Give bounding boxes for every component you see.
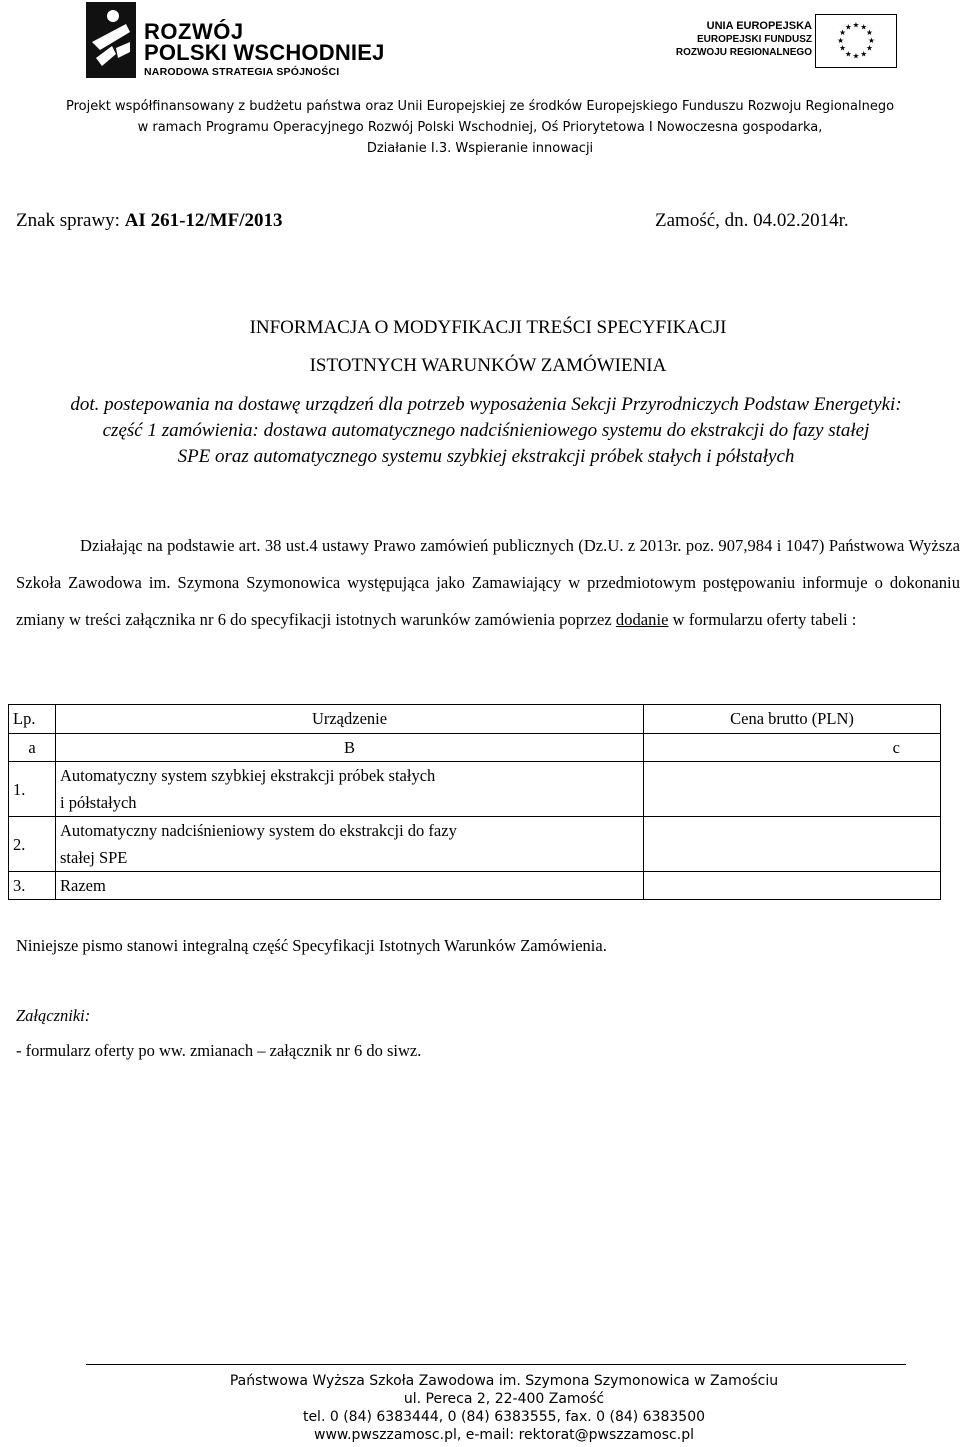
total-lp: 3. [9,872,56,900]
eu-text-line2: EUROPEJSKI FUNDUSZ [696,34,812,45]
header-price: Cena brutto (PLN) [644,705,941,734]
row-device [56,817,644,872]
logo-rozwoj-polski-wschodniej [86,2,386,82]
table-subheader-row [9,734,941,762]
subheader-a: a [9,734,56,762]
case-number: AI 261-12/MF/2013 [124,210,283,231]
svg-text:★: ★ [844,22,852,32]
row-device-line1: Automatyczny system szybkiej ekstrakcji próbek stałych [60,766,436,785]
document-title-line1: INFORMACJA O MODYFIKACJI TREŚCI SPECYFIKACJI [249,317,727,338]
body-text-after: w formularzu oferty tabeli : [668,610,857,629]
table-total-row [9,872,941,900]
rpw-logo-icon [86,2,136,78]
logo-unia-europejska [675,14,900,70]
project-line-3: Działanie I.3. Wspieranie innowacji [366,141,594,156]
body-underlined: dodanie [615,610,669,629]
header-lp: Lp. [9,705,56,734]
total-label: Razem [56,872,644,900]
table-row [9,762,941,817]
project-line-2: w ramach Programu Operacyjnego Rozwój Polski Wschodniej, Oś Priorytetowa I Nowoczesna gospodarka, [137,120,823,135]
svg-text:★: ★ [860,49,868,59]
logo-text-line2: POLSKI WSCHODNIEJ [144,40,385,65]
row-device-line2: i półstałych [60,793,137,812]
svg-text:★: ★ [866,43,873,53]
eu-text-line1: UNIA EUROPEJSKA [706,20,812,32]
svg-text:★: ★ [837,35,845,45]
footer-line-2: ul. Pereca 2, 22-400 Zamość [403,1391,605,1407]
svg-text:★: ★ [852,51,860,61]
footer-line-1: Państwowa Wyższa Szkoła Zawodowa im. Szymona Szymonowica w Zamościu [229,1373,779,1389]
row-device [56,762,644,817]
svg-text:★: ★ [866,28,873,38]
integral-part-note: Niniejsze pismo stanowi integralną część Specyfikacji Istotnych Warunków Zamówienia. [16,936,607,955]
case-reference [16,210,283,232]
row-device-line2: stałej SPE [60,848,128,867]
logo-text-line3: NARODOWA STRATEGIA SPÓJNOŚCI [144,66,340,78]
place-date: Zamość, dn. 04.02.2014r. [655,210,849,231]
subject-line1: dot. postepowania na dostawę urządzeń dla potrzeb wyposażenia Sekcji Przyrodniczych Podstaw Energetyki: [70,394,902,415]
body-paragraph [16,527,960,638]
svg-text:★: ★ [860,22,868,32]
footer-line-3: tel. 0 (84) 6383444, 0 (84) 6383555, fax. 0 (84) 6383500 [302,1409,706,1425]
footer-divider [86,1364,906,1365]
document-title-line2: ISTOTNYCH WARUNKÓW ZAMÓWIENIA [309,355,667,376]
subheader-c: c [644,734,941,762]
row-lp: 1. [9,762,56,817]
eu-logo-text [676,20,812,59]
eu-flag-icon [815,14,897,68]
footer-address [0,1372,960,1444]
row-lp: 2. [9,817,56,872]
svg-text:★: ★ [844,49,852,59]
row-device-line1: Automatyczny nadciśnieniowy system do ekstrakcji do fazy [60,821,457,840]
eu-text-line3: ROZWOJU REGIONALNEGO [675,47,812,58]
project-line-1: Projekt współfinansowany z budżetu państwa oraz Unii Europejskiej ze środków Europejskiego Funduszu Rozwoju Regionalnego [65,99,895,114]
table-row [9,817,941,872]
logo-text-line1: ROZWÓJ [144,19,244,44]
offer-table [8,704,941,900]
project-cofinancing-info [0,96,960,159]
header-device: Urządzenie [56,705,644,734]
row-price [644,762,941,817]
subject-line2: część 1 zamówienia: dostawa automatycznego nadciśnieniowego systemu do ekstrakcji do fazy stałej [102,420,870,441]
svg-text:★: ★ [867,35,875,45]
subject-line3: SPE oraz automatycznego systemu szybkiej ekstrakcji próbek stałych i półstałych [177,446,795,467]
svg-text:★: ★ [839,28,846,38]
case-label: Znak sprawy: [16,210,120,231]
subject-block [16,392,956,470]
attachment-item: - formularz oferty po ww. zmianach – załącznik nr 6 do siwz. [16,1041,422,1060]
svg-text:★: ★ [839,43,846,53]
total-price [644,872,941,900]
table-header-row [9,705,941,734]
svg-text:★: ★ [852,20,860,30]
row-price [644,817,941,872]
footer-line-4: www.pwszzamosc.pl, e-mail: rektorat@pwszzamosc.pl [314,1427,694,1443]
attachments-label: Załączniki: [16,1006,91,1025]
subheader-b: B [56,734,644,762]
body-text-before: Działając na podstawie art. 38 ust.4 ustawy Prawo zamówień publicznych (Dz.U. z 2013r. poz. 907,984 i 1047) Państwowa Wyższa Szkoła Zawodowa im. Szymona Szymonowica występująca jako Zamawiający w przedmiotowym postępowaniu informuje o dokonaniu zmiany w treści załącznika nr 6 do specyfikacji istotnych warunków zamówienia poprzez [16,536,960,629]
